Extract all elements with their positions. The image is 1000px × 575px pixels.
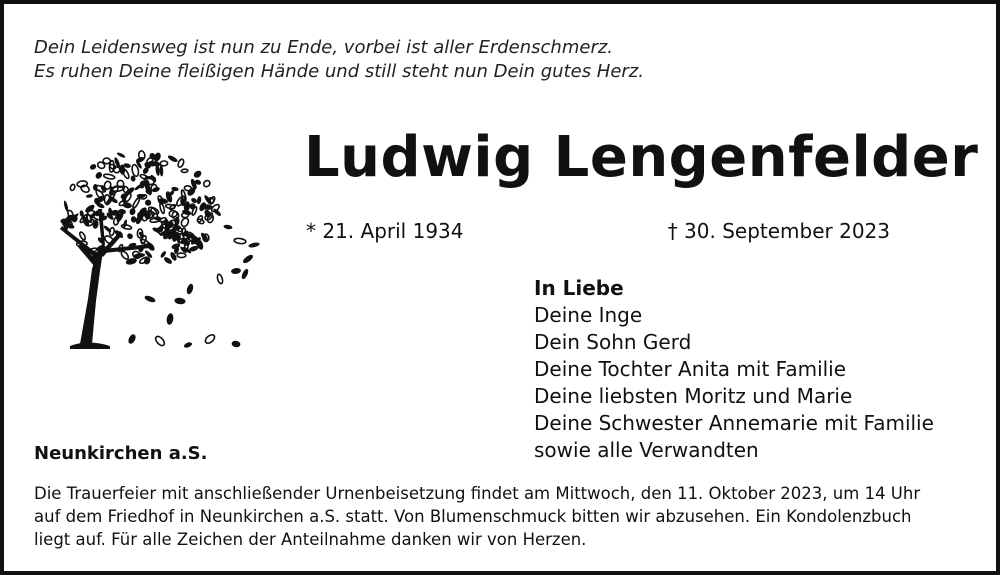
birth-date: * 21. April 1934 bbox=[306, 219, 464, 243]
funeral-info-line-3: liegt auf. Für alle Zeichen der Anteilnahme danken wir von Herzen. bbox=[34, 530, 587, 549]
mourner-6: sowie alle Verwandten bbox=[534, 438, 759, 462]
verse-line-1: Dein Leidensweg ist nun zu Ende, vorbei ist aller Erdenschmerz. bbox=[34, 37, 614, 58]
verse-line-2: Es ruhen Deine fleißigen Hände und still steht nun Dein gutes Herz. bbox=[34, 61, 644, 82]
mourners-list bbox=[534, 275, 994, 464]
funeral-info-line-2: auf dem Friedhof in Neunkirchen a.S. statt. Von Blumenschmuck bitten wir abzusehen. Ein Kondolenzbuch bbox=[34, 507, 912, 526]
mourner-1: Deine Inge bbox=[534, 303, 643, 327]
funeral-info-line-1: Die Trauerfeier mit anschließender Urnenbeisetzung findet am Mittwoch, den 11. Oktober 2023, um 14 Uhr bbox=[34, 484, 921, 503]
mourner-4: Deine liebsten Moritz und Marie bbox=[534, 384, 853, 408]
death-date: † 30. September 2023 bbox=[667, 219, 890, 243]
verse bbox=[34, 36, 834, 84]
funeral-info bbox=[34, 482, 974, 551]
tree-with-falling-leaves-icon bbox=[40, 149, 270, 364]
deceased-name: Ludwig Lengenfelder bbox=[304, 125, 979, 190]
mourner-2: Dein Sohn Gerd bbox=[534, 330, 692, 354]
place-name: Neunkirchen a.S. bbox=[34, 443, 208, 464]
mourners-heading: In Liebe bbox=[534, 276, 624, 300]
mourner-3: Deine Tochter Anita mit Familie bbox=[534, 357, 847, 381]
mourner-5: Deine Schwester Annemarie mit Familie bbox=[534, 411, 934, 435]
